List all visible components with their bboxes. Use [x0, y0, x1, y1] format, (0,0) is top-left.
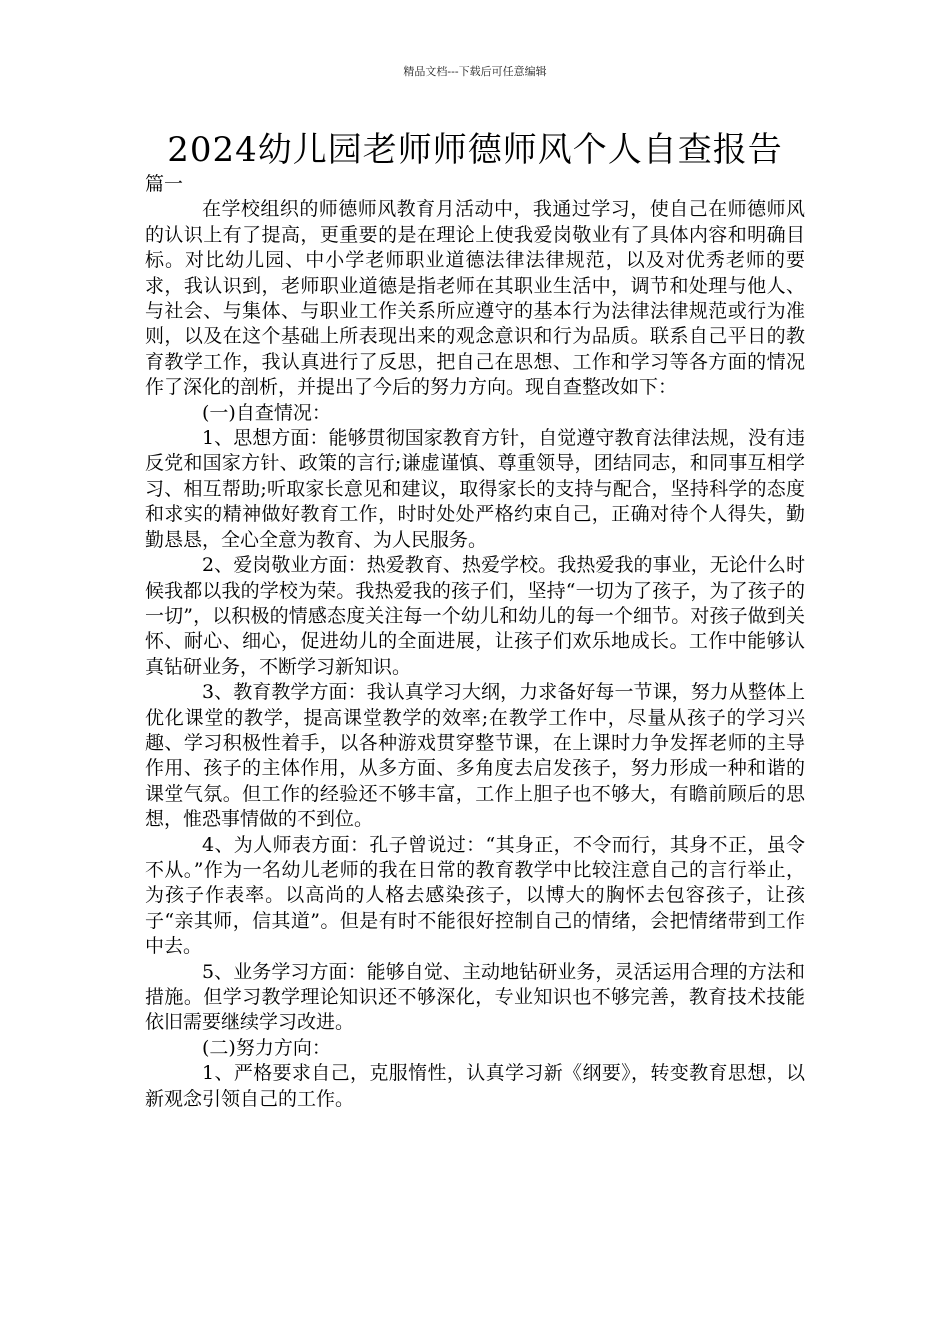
part1-item: 2、爱岗敬业方面：热爱教育、热爱学校。我热爱我的事业，无论什么时候我都以我的学校为荣。我热爱我的孩子们，坚持“一切为了孩子，为了孩子的一切”，以积极的情感态度关注每一个幼儿和幼儿的每一个细节。对孩子做到关怀、耐心、细心，促进幼儿的全面进展，让孩子们欢乐地成长。工作中能够认真钻研业务，不断学习新知识。: [145, 554, 805, 678]
part1-item: 5、业务学习方面：能够自觉、主动地钻研业务，灵活运用合理的方法和措施。但学习教学理论知识还不够深化，专业知识也不够完善，教育技术技能依旧需要继续学习改进。: [145, 960, 805, 1034]
part2-item: 1、严格要求自己，克服惰性，认真学习新《纲要》，转变教育思想，以新观念引领自己的工作。: [145, 1062, 805, 1110]
part1-item: 4、为人师表方面：孔子曾说过：“其身正，不令而行，其身不正，虽令不从。”作为一名幼儿老师的我在日常的教育教学中比较注意自己的言行举止，为孩子作表率。以高尚的人格去感染孩子，以博大的胸怀去包容孩子，让孩子“亲其师，信其道”。但是有时不能很好控制自己的情绪，会把情绪带到工作中去。: [145, 833, 805, 958]
part1-item: 3、教育教学方面：我认真学习大纲，力求备好每一节课，努力从整体上优化课堂的教学，提高课堂教学的效率;在教学工作中，尽量从孩子的学习兴趣、学习积极性着手，以各种游戏贯穿整节课，在上课时力争发挥老师的主导作用、孩子的主体作用，从多方面、多角度去启发孩子，努力形成一种和谐的课堂气氛。但工作的经验还不够丰富，工作上胆子也不够大，有瞻前顾后的思想，惟恐事情做的不到位。: [145, 681, 805, 831]
section-label: 篇一: [145, 173, 184, 195]
intro-paragraph: 在学校组织的师德师风教育月活动中，我通过学习，使自己在师德师风的认识上有了提高，更重要的是在理论上使我爱岗敬业有了具体内容和明确目标。对比幼儿园、中小学老师职业道德法律法律规范，以及对优秀老师的要求，我认识到，老师职业道德是指老师在其职业生活中，调节和处理与他人、与社会、与集体、与职业工作关系所应遵守的基本行为法律法律规范或行为准则，以及在这个基础上所表现出来的观念意识和行为品质。联系自己平日的教育教学工作，我认真进行了反思，把自己在思想、工作和学习等各方面的情况作了深化的剖析，并提出了今后的努力方向。现自查整改如下：: [145, 198, 805, 399]
document-body: [145, 172, 805, 1112]
part1-item: 1、思想方面：能够贯彻国家教育方针，自觉遵守教育法律法规，没有违反党和国家方针、政策的言行;谦虚谨慎、尊重领导，团结同志，和同事互相学习、相互帮助;听取家长意见和建议，取得家长的支持与配合，坚持科学的态度和求实的精神做好教育工作，时时处处严格约束自己，正确对待个人得失，勤勤恳恳，全心全意为教育、为人民服务。: [145, 427, 805, 551]
part2-heading: (二)努力方向：: [202, 1036, 331, 1059]
document-title: 2024幼儿园老师师德师风个人自查报告: [167, 130, 783, 170]
part1-heading: (一)自查情况：: [202, 401, 331, 424]
page-header-note: 精品文档---下载后可任意编辑: [403, 65, 547, 78]
